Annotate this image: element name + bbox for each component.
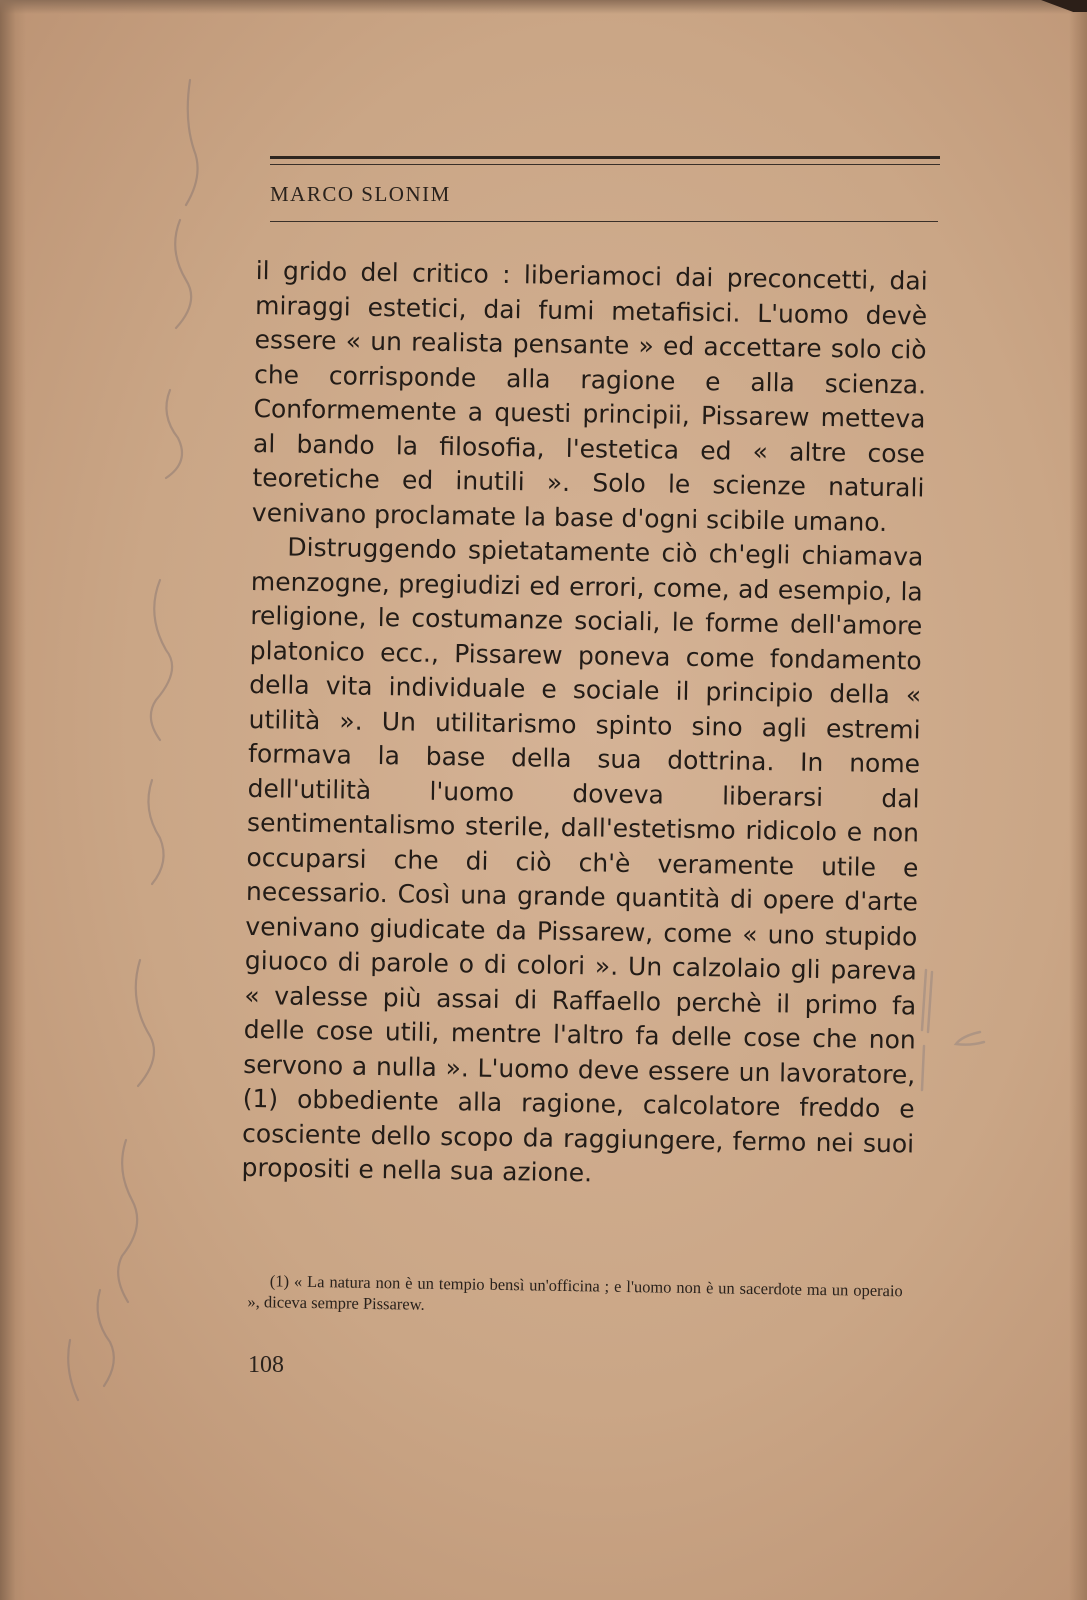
page-edge-left (0, 0, 26, 1600)
page-number: 108 (248, 1352, 284, 1378)
footnote-text: « La natura non è un tempio bensì un'officina ; e l'uomo non è un sacerdote ma un operaio », diceva sempre Pissarew. (247, 1271, 903, 1314)
footnote (247, 1270, 903, 1322)
margin-pencil-marks (918, 960, 988, 1100)
paragraph-2: Distruggendo spietatamente ciò ch'egli chiamava menzogne, pregiudizi ed errori, come, ad esempio, la religione, le costumanze sociali, le forme dell'amore platonico ecc., Pissarew poneva come fondamento della vita individuale e sociale il principio della « utilità ». Un utilitarismo spinto sino agli estremi formava la base della sua dottrina. In nome dell'utilità l'uomo doveva liberarsi dal sentimentalismo sterile, dall'estetismo ridicolo e non occuparsi che di ciò ch'è veramente utile e necessario. Così una grande quantità di opere d'arte venivano giudicate da Pissarew, come « uno stupido giuoco di parole o di colori ». Un calzolaio gli pareva « valesse più assai di Raffaello perchè il primo fa delle cose utili, mentre l'altro fa delle cose che non servono a nulla ». L'uomo deve essere un lavoratore, (1) obbediente alla ragione, calcolatore freddo e cosciente dello scopo da raggiungere, fermo nei suoi propositi e nella sua azione. (241, 532, 924, 1188)
header-underline (270, 221, 938, 222)
body-text (241, 254, 928, 1196)
page-edge-top (0, 0, 1087, 14)
header-rule-thick (270, 156, 940, 159)
running-head: MARCO SLONIM (270, 182, 451, 206)
page-edge-right (1069, 0, 1087, 1600)
paragraph-1: il grido del critico : liberiamoci dai preconcetti, dai miraggi estetici, dai fumi metafisici. L'uomo devè essere « un realista pensante » ed accettare solo ciò che corrisponde alla ragione e alla scienza. Conformemente a questi principii, Pissarew metteva al bando la filosofia, l'estetica ed « altre cose teoretiche ed inutili ». Solo le scienze naturali venivano proclamate la base d'ogni scibile umano. (251, 255, 928, 537)
header-rule-thin (270, 164, 940, 165)
pencil-scribbles (40, 60, 210, 1420)
footnote-marker: (1) (269, 1271, 290, 1291)
